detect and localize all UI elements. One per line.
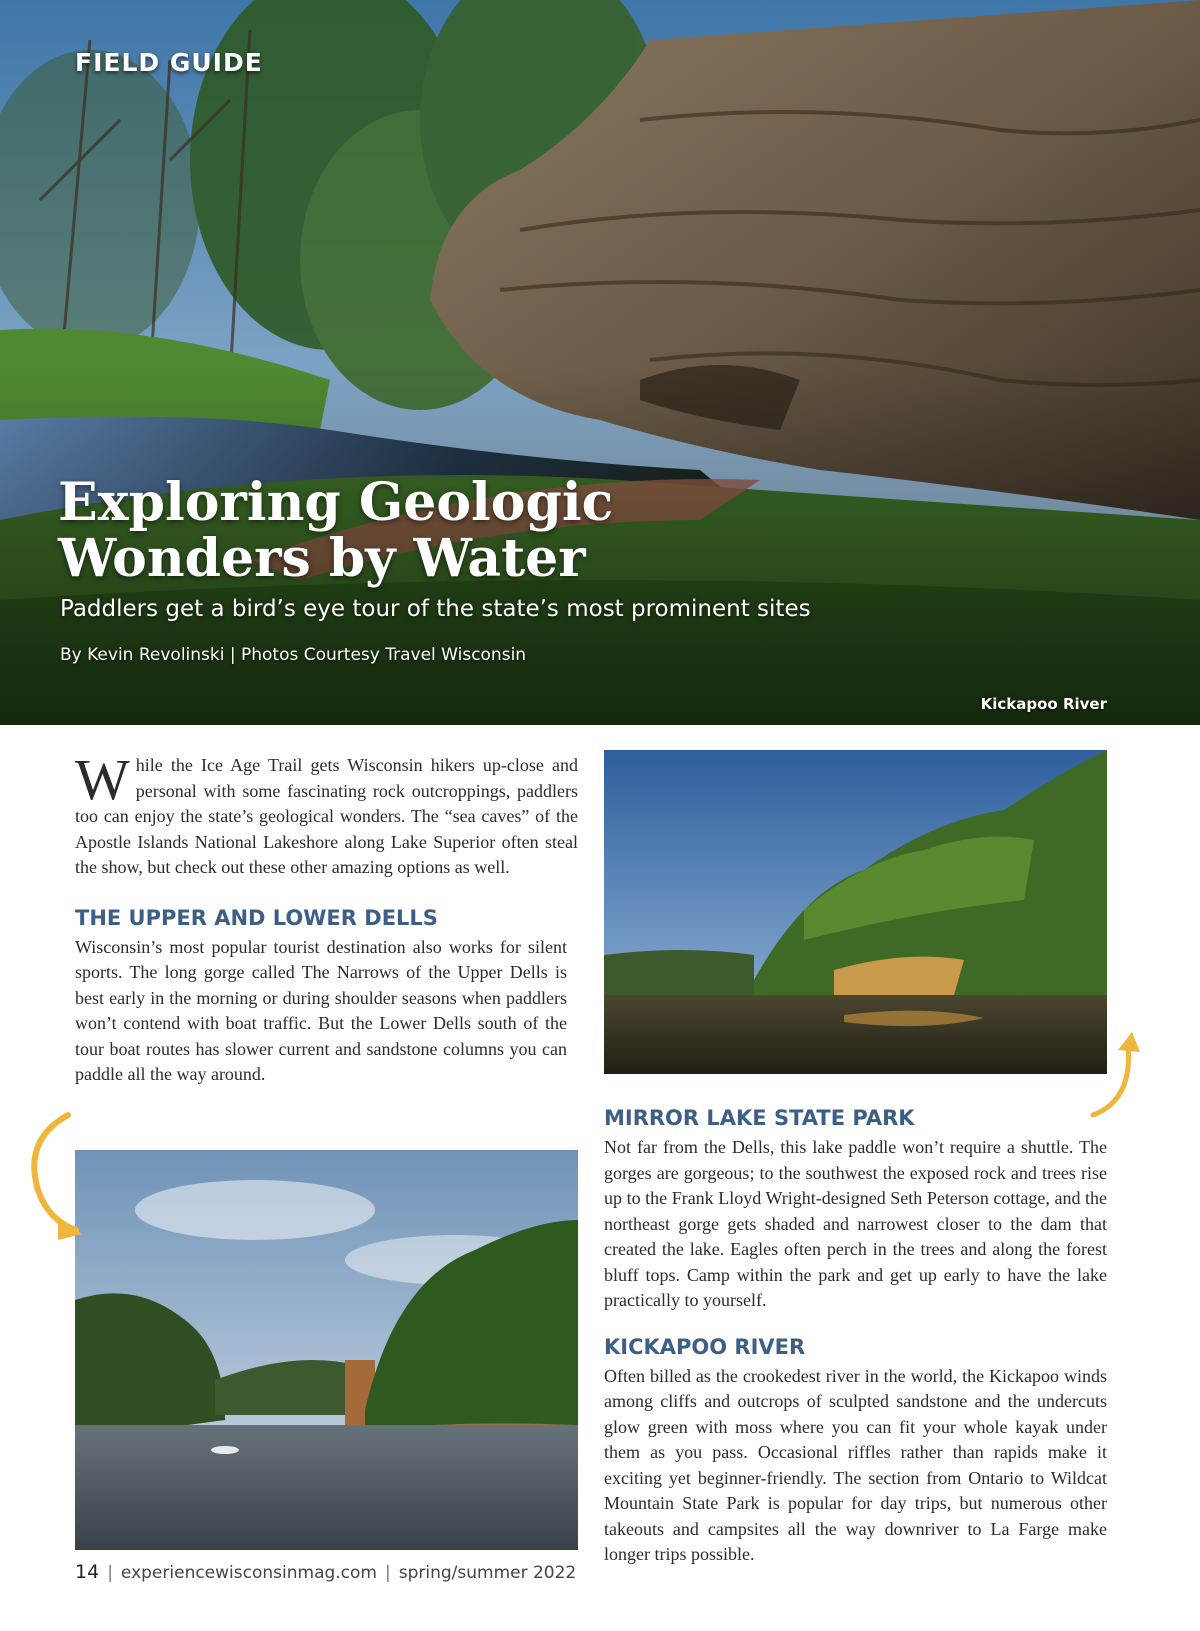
footer-divider: |	[107, 1563, 113, 1583]
mirror-lake-photo	[604, 750, 1107, 1074]
section-heading-kickapoo: KICKAPOO RIVER	[604, 1334, 806, 1359]
section-body-kickapoo: Often billed as the crookedest river in the world, the Kickapoo winds among cliffs and outcrops of sculpted sandstone and the undercuts glow green with moss where you can fit your whole kayak under them as you pass. Occasional riffles rather than rapids make it exciting yet beginner-friendly. The section from Ontario to Wildcat Mountain State Park is popular for day trips, but numerous other takeouts and campsites all the way downriver to La Farge make longer trips possible.	[604, 1365, 1107, 1564]
section-body-mirror-lake: Not far from the Dells, this lake paddle won’t require a shuttle. The gorges are gorgeous; to the southwest the exposed rock and trees rise up to the Frank Lloyd Wright-designed Seth Peterson cottage, and the northeast gorge gets shaded and narrowest closer to the dam that created the lake. Eagles often perch in the trees and along the forest bluff tops. Camp within the park and get up early to have the lake practically to yourself.	[604, 1137, 1107, 1310]
curved-arrow-icon	[18, 1110, 98, 1240]
subtitle: Paddlers get a bird’s eye tour of the state’s most prominent sites	[60, 596, 811, 622]
curved-arrow-icon	[1088, 1030, 1148, 1120]
page-title: Exploring Geologic Wonders by Water	[58, 472, 614, 589]
photo-caption: Kickapoo River	[980, 695, 1107, 713]
left-column	[75, 747, 578, 1088]
byline: By Kevin Revolinski | Photos Courtesy Travel Wisconsin	[60, 645, 527, 665]
footer-website: experiencewisconsinmag.com	[120, 1563, 377, 1583]
hero-photo	[0, 0, 1200, 725]
dells-photo	[75, 1150, 578, 1550]
footer-divider: |	[384, 1563, 391, 1583]
section-body-dells: Wisconsin’s most popular tourist destination also works for silent sports. The long gorge called The Narrows of the Upper Dells is best early in the morning or during shoulder seasons when paddlers won’t contend with boat traffic. But the Lower Dells south of the tour boat routes has slower current and sandstone columns you can paddle all the way around.	[75, 936, 567, 1084]
section-heading-mirror-lake: MIRROR LAKE STATE PARK	[604, 1106, 915, 1130]
intro-text: hile the Ice Age Trail gets Wisconsin hikers up-close and personal with some fascinating rock outcroppings, paddlers too can enjoy the state’s geological wonders. The “sea caves” of the Apostle Islands National Lakeshore along Lake Superior often steal the show, but check out these other amazing options as well.	[75, 755, 578, 877]
section-tag: FIELD GUIDE	[75, 48, 263, 77]
drop-cap: W	[75, 747, 130, 812]
right-column	[604, 1105, 1107, 1568]
footer-issue: spring/summer 2022	[398, 1563, 577, 1583]
page-number: 14	[75, 1561, 100, 1583]
intro-paragraph	[75, 747, 578, 881]
section-heading-dells: THE UPPER AND LOWER DELLS	[75, 905, 438, 930]
page-footer	[75, 1561, 576, 1583]
